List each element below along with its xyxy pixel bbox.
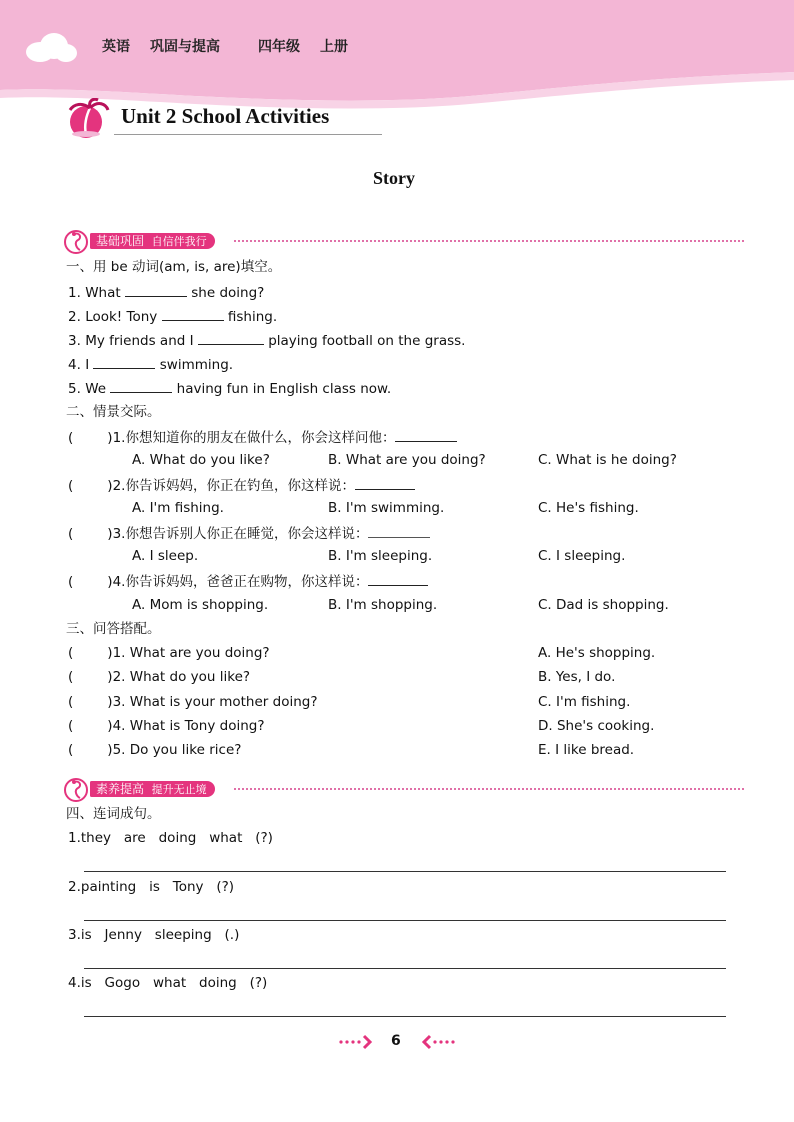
choice-question-1: ( )1.你想知道你的朋友在做什么，你会这样问他： xyxy=(68,427,457,447)
header-band xyxy=(0,0,794,112)
header-subject: 英语 xyxy=(102,39,130,55)
answer-blank[interactable] xyxy=(355,475,415,490)
lesson-title: Story xyxy=(373,168,415,188)
banner-label-advanced: 素养提高 提升无止境 xyxy=(90,781,215,797)
answer-blank[interactable] xyxy=(162,306,224,321)
reorder-item-1: 1.they are doing what (?) xyxy=(68,830,273,846)
arrow-left-icon xyxy=(420,1033,456,1051)
option-a: A. I sleep. xyxy=(132,548,199,564)
header-volume: 上册 xyxy=(320,39,348,55)
answer-blank[interactable] xyxy=(93,354,155,369)
match-answer-b: B. Yes, I do. xyxy=(538,669,616,685)
option-a: A. Mom is shopping. xyxy=(132,597,269,613)
option-c: C. What is he doing? xyxy=(538,452,677,468)
cloud-icon xyxy=(22,30,78,64)
option-a: A. What do you like? xyxy=(132,452,270,468)
match-question-2: ( )2. What do you like? xyxy=(68,669,251,685)
match-answer-c: C. I'm fishing. xyxy=(538,694,631,710)
match-question-5: ( )5. Do you like rice? xyxy=(68,742,242,758)
header-grade: 四年级 xyxy=(258,39,300,55)
choice-question-4: ( )4.你告诉妈妈，爸爸正在购物，你这样说： xyxy=(68,571,428,591)
banner-dotted-line xyxy=(234,240,744,242)
option-a: A. I'm fishing. xyxy=(132,500,224,516)
answer-blank[interactable] xyxy=(368,571,428,586)
option-c: C. I sleeping. xyxy=(538,548,626,564)
match-question-3: ( )3. What is your mother doing? xyxy=(68,694,318,710)
option-b: B. What are you doing? xyxy=(328,452,486,468)
answer-line[interactable] xyxy=(84,1016,726,1017)
arrow-right-icon xyxy=(338,1033,374,1051)
choice-question-2: ( )2.你告诉妈妈，你正在钓鱼，你这样说： xyxy=(68,475,415,495)
section3-heading: 三、问答搭配。 xyxy=(66,621,161,637)
fill-item-5: 5. We having fun in English class now. xyxy=(68,378,391,398)
unit-title-underline xyxy=(114,134,382,135)
header-wave-background xyxy=(0,0,794,112)
match-question-4: ( )4. What is Tony doing? xyxy=(68,718,265,734)
header-book-title: 巩固与提高 xyxy=(150,39,220,55)
choice-question-3: ( )3.你想告诉别人你正在睡觉，你会这样说： xyxy=(68,523,430,543)
fill-item-1: 1. What she doing? xyxy=(68,282,264,302)
match-question-1: ( )1. What are you doing? xyxy=(68,645,270,661)
section4-heading: 四、连词成句。 xyxy=(66,806,161,822)
reorder-item-3: 3.is Jenny sleeping (.) xyxy=(68,927,240,943)
answer-blank[interactable] xyxy=(125,282,187,297)
option-b: B. I'm sleeping. xyxy=(328,548,433,564)
section2-heading: 二、情景交际。 xyxy=(66,404,161,420)
fill-item-2: 2. Look! Tony fishing. xyxy=(68,306,277,326)
answer-blank[interactable] xyxy=(368,523,430,538)
answer-line[interactable] xyxy=(84,968,726,969)
answer-blank[interactable] xyxy=(110,378,172,393)
reorder-item-2: 2.painting is Tony (?) xyxy=(68,879,235,895)
match-answer-d: D. She's cooking. xyxy=(538,718,655,734)
palm-tree-logo-icon xyxy=(64,98,112,140)
section-banner-advanced xyxy=(62,776,762,802)
option-c: C. Dad is shopping. xyxy=(538,597,669,613)
page-number: 6 xyxy=(391,1033,401,1049)
unit-title: Unit 2 School Activities xyxy=(121,104,330,128)
match-answer-e: E. I like bread. xyxy=(538,742,635,758)
fill-item-4: 4. I swimming. xyxy=(68,354,233,374)
option-b: B. I'm swimming. xyxy=(328,500,445,516)
option-b: B. I'm shopping. xyxy=(328,597,438,613)
reorder-item-4: 4.is Gogo what doing (?) xyxy=(68,975,268,991)
answer-line[interactable] xyxy=(84,871,726,872)
answer-blank[interactable] xyxy=(395,427,457,442)
option-c: C. He's fishing. xyxy=(538,500,639,516)
section1-heading: 一、用 be 动词(am, is, are)填空。 xyxy=(66,259,282,275)
answer-line[interactable] xyxy=(84,920,726,921)
section-banner-basic xyxy=(62,228,762,254)
banner-dotted-line xyxy=(234,788,744,790)
match-answer-a: A. He's shopping. xyxy=(538,645,656,661)
fill-item-3: 3. My friends and I playing football on the grass. xyxy=(68,330,465,350)
banner-label-basic: 基础巩固 自信伴我行 xyxy=(90,233,215,249)
answer-blank[interactable] xyxy=(198,330,264,345)
